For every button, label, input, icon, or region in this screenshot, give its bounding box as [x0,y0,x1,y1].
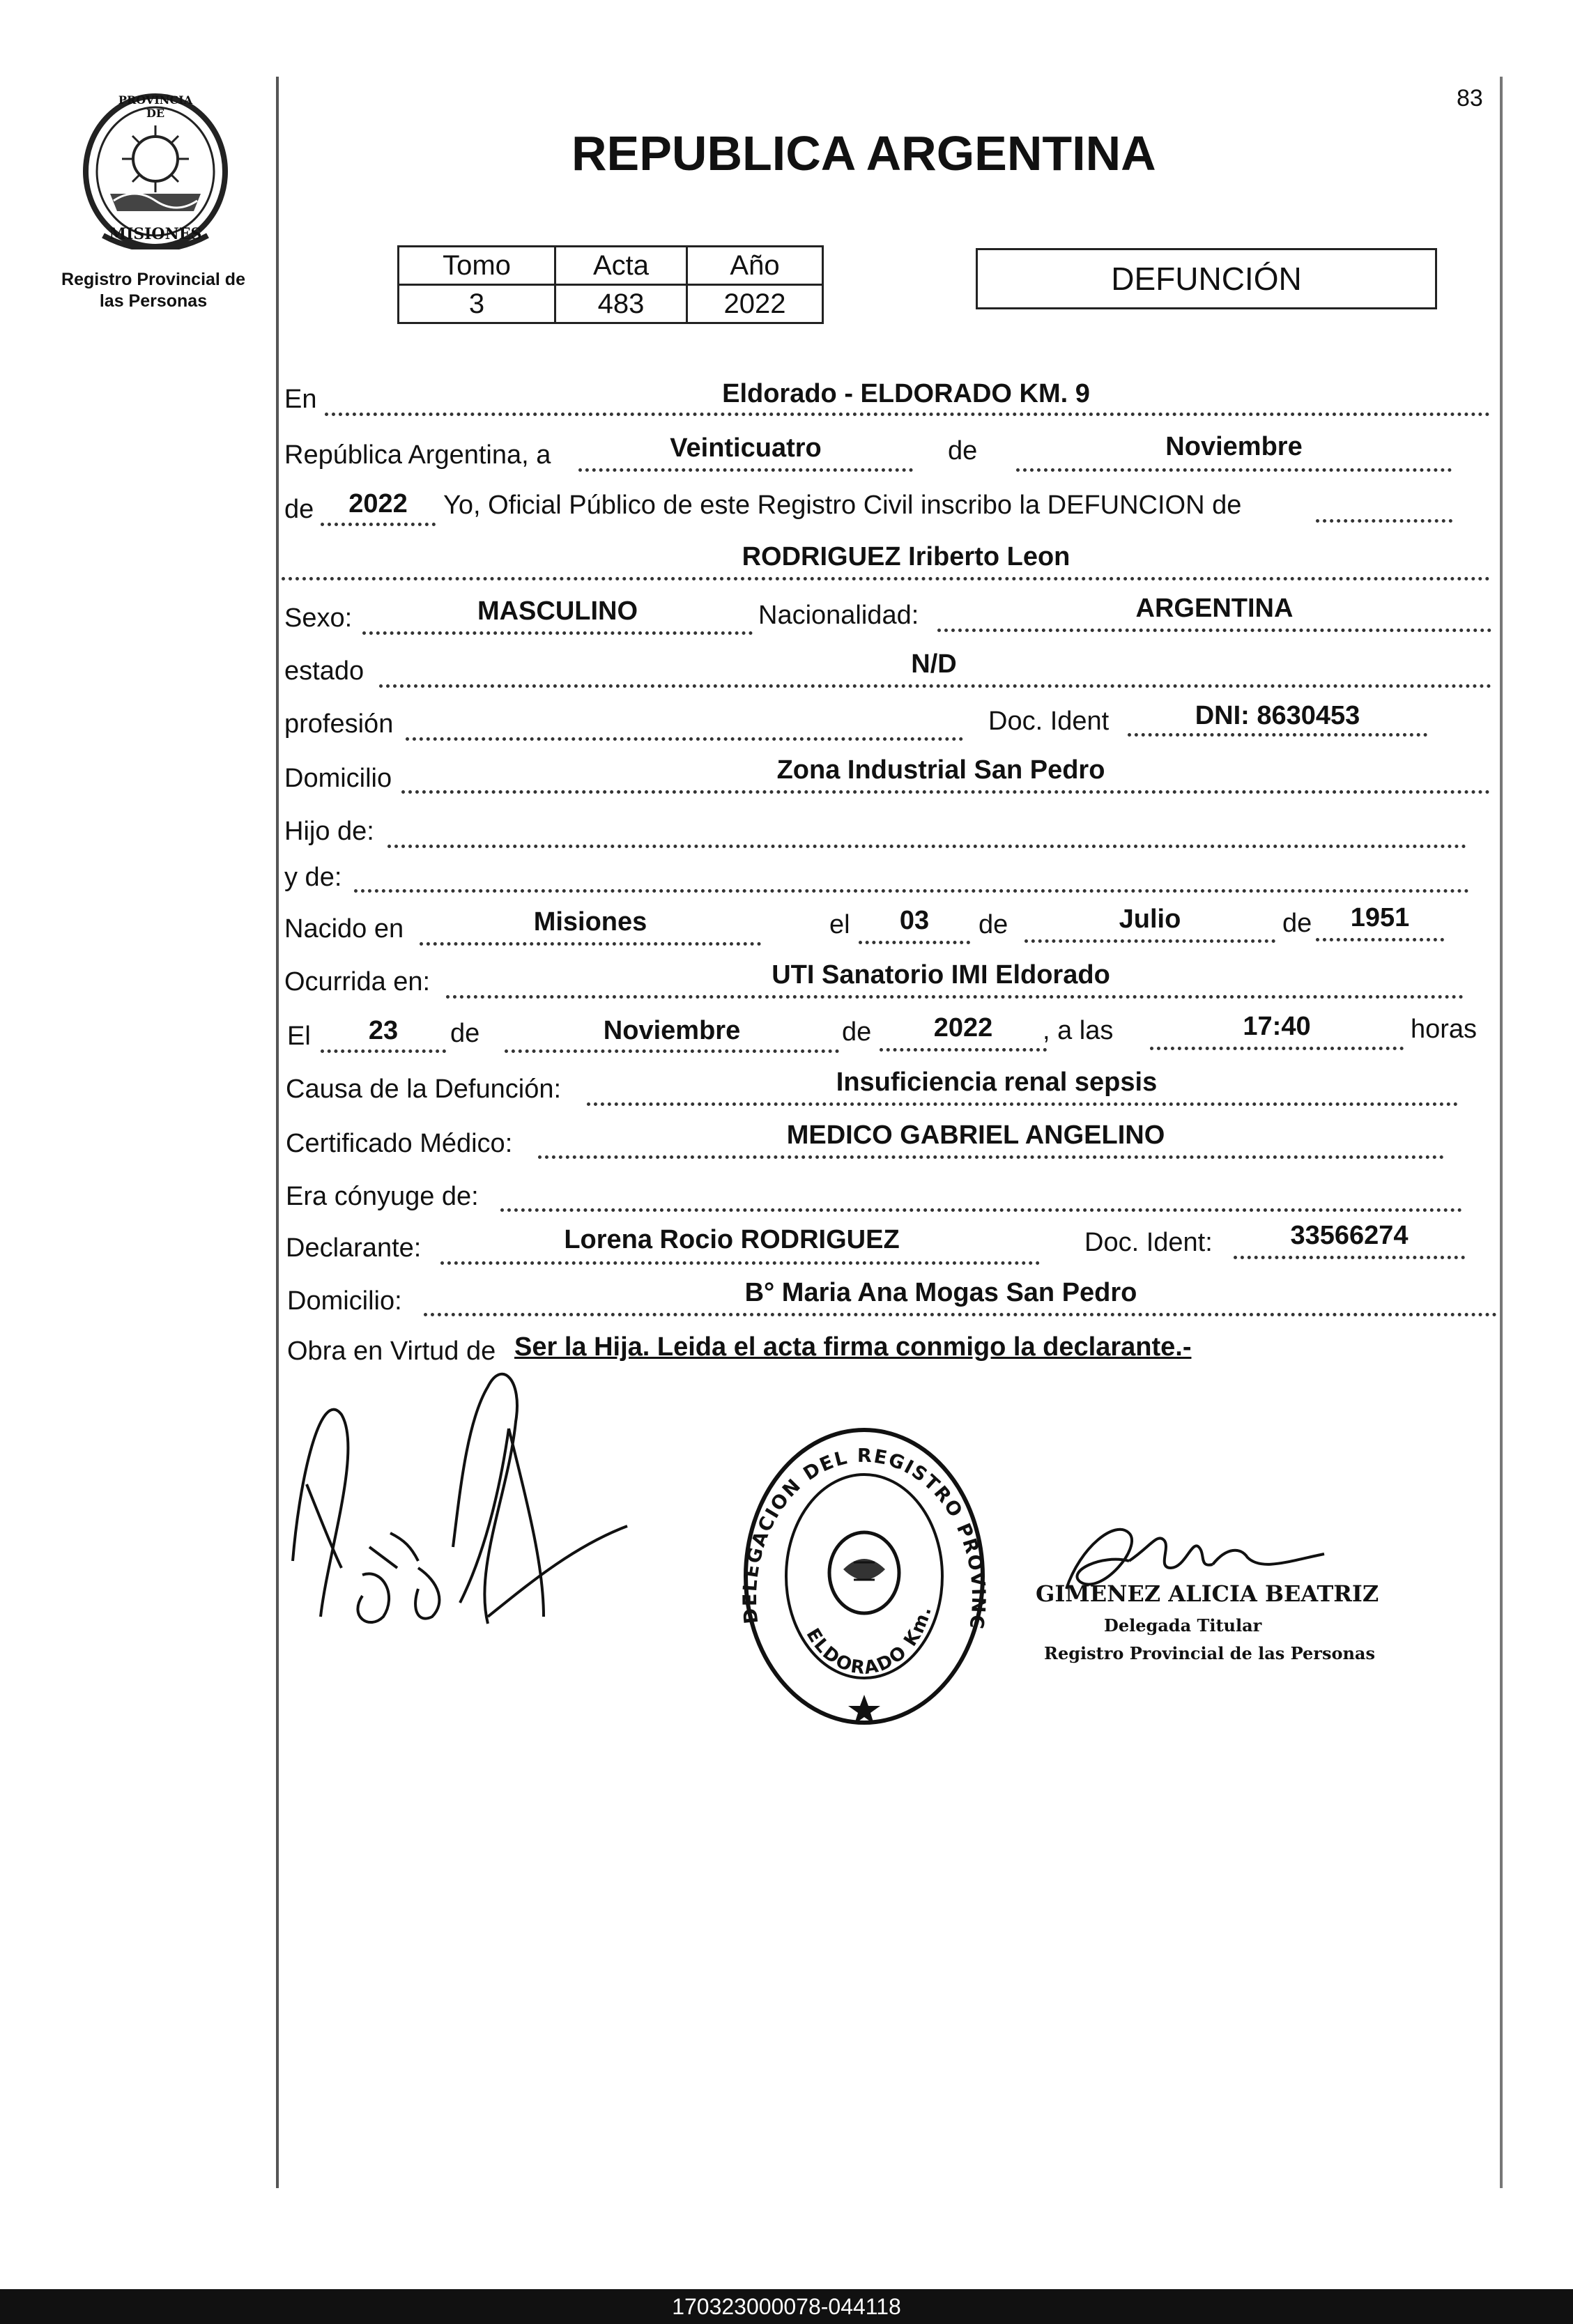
yo-dotted-line [1316,519,1452,523]
declarante-dotted-line [440,1261,1040,1265]
de-label-3: de [979,910,1008,939]
sexo-value: MASCULINO [477,597,638,626]
province-seal-logo [75,89,236,249]
yde-label: y de: [284,863,342,892]
nacionalidad-value: ARGENTINA [1135,594,1294,623]
logo-caption [49,269,258,312]
meta-header-acta: Acta [555,247,687,285]
certificado-value: MEDICO GABRIEL ANGELINO [786,1121,1165,1150]
domicilio-label: Domicilio [284,764,392,793]
ocurrida-dotted-line [446,995,1464,999]
sexo-label: Sexo: [284,603,353,633]
declarante-dni-value: 33566274 [1290,1221,1409,1250]
ocurrida-label: Ocurrida en: [284,967,431,996]
nacido-label: Nacido en [284,914,404,944]
right-margin-rule [1500,77,1503,2188]
de-label-2: de [284,495,314,524]
sexo-dotted-line [362,631,753,635]
svg-text:DELEGACION DEL REGISTRO PROVIN [739,1423,989,1631]
declarante-label: Declarante: [286,1233,422,1263]
day-dotted-line [578,468,913,472]
ocurrida-value: UTI Sanatorio IMI Eldorado [772,960,1110,990]
stamp-outer-text: DELEGACION DEL REGISTRO PROVINC [739,1445,990,1632]
de-label-4: de [1282,909,1312,938]
nacido-mes-dotted-line [1025,939,1275,943]
month-dotted-line [1016,468,1452,472]
de-label-6: de [842,1017,872,1047]
meta-header-tomo: Tomo [399,247,555,285]
doc-ident-label: Doc. Ident [988,707,1110,736]
de-label-1: de [948,436,978,465]
yo-text: Yo, Oficial Público de este Registro Civil inscribo la DEFUNCION de [443,491,1242,520]
seal-text-top: PROVINCIA DE [118,93,193,120]
nacido-dia-dotted-line [859,941,970,944]
def-anio-value: 2022 [933,1013,993,1042]
meta-value-anio: 2022 [687,285,823,323]
meta-header-anio: Año [687,247,823,285]
de-label-5: de [450,1019,480,1048]
def-anio-dotted-line [880,1048,1047,1052]
page-number: 83 [1457,85,1483,111]
left-margin-rule [276,77,279,2188]
hijo-label: Hijo de: [284,817,374,846]
act-type-box: DEFUNCIÓN [976,248,1437,309]
def-dia-dotted-line [321,1049,446,1053]
year-dotted-line [321,523,436,526]
profesion-dotted-line [406,737,963,741]
doc-ident2-label: Doc. Ident: [1084,1228,1213,1257]
nacido-anio-dotted-line [1316,938,1444,941]
official-name: GIMENEZ ALICIA BEATRIZ [1036,1580,1379,1607]
en-dotted-line [325,413,1490,416]
registry-stamp [739,1423,990,1730]
stamp-seal-icon [739,1423,990,1730]
causa-label: Causa de la Defunción: [286,1075,562,1104]
el-label: el [829,910,850,939]
obra-label: Obra en Virtud de [287,1337,496,1366]
certificado-label: Certificado Médico: [286,1129,513,1158]
domicilio2-value: B° Maria Ana Mogas San Pedro [744,1278,1137,1307]
logo-caption-line2: las Personas [99,291,208,311]
estado-value: N/D [911,649,957,679]
meta-value-tomo: 3 [399,285,555,323]
official-role: Delegada Titular [1104,1615,1262,1636]
page-title: REPUBLICA ARGENTINA [571,126,1156,180]
name-dotted-line [282,577,1490,580]
official-office: Registro Provincial de las Personas [1044,1643,1375,1663]
nacido-lugar-dotted-line [420,942,761,946]
republica-label: República Argentina, a [284,440,551,470]
record-meta-table [397,245,824,324]
causa-value: Insuficiencia renal sepsis [836,1068,1158,1097]
declarante-value: Lorena Rocio RODRIGUEZ [564,1225,900,1254]
certificado-dotted-line [538,1155,1444,1159]
domicilio-value: Zona Industrial San Pedro [776,755,1105,785]
profesion-label: profesión [284,709,394,739]
stamp-inner-text: ELDORADO Km. [801,1603,937,1679]
el2-label: El [287,1022,311,1051]
def-dia-value: 23 [368,1016,399,1045]
nacido-lugar-value: Misiones [533,907,647,937]
nacido-dia-value: 03 [899,906,930,935]
deceased-name-value: RODRIGUEZ Iriberto Leon [742,542,1071,571]
meta-header-row [399,247,823,285]
nacido-anio-value: 1951 [1350,903,1410,932]
estado-dotted-line [379,684,1491,688]
nacionalidad-label: Nacionalidad: [758,601,919,630]
logo-caption-line1: Registro Provincial de [61,270,245,289]
def-mes-dotted-line [505,1049,839,1053]
causa-dotted-line [587,1102,1458,1106]
seal-text-bottom: MISIONES [109,225,202,243]
def-mes-value: Noviembre [603,1016,741,1045]
horas-label: horas [1411,1015,1478,1044]
conyuge-dotted-line [500,1208,1462,1212]
def-hora-dotted-line [1150,1047,1404,1050]
nacionalidad-dotted-line [937,629,1491,632]
en-label: En [284,385,317,414]
hijo-dotted-line [388,845,1466,848]
meta-value-acta: 483 [555,285,687,323]
conyuge-label: Era cónyuge de: [286,1182,479,1211]
def-hora-value: 17:40 [1243,1012,1311,1041]
month-value: Noviembre [1165,432,1303,461]
estado-label: estado [284,656,365,686]
obra-value: Ser la Hija. Leida el acta firma conmigo la declarante.- [514,1332,1192,1362]
nacido-mes-value: Julio [1119,905,1181,934]
alas-label: , a las [1043,1016,1114,1045]
declarant-signature [279,1338,655,1700]
day-words-value: Veinticuatro [670,433,822,463]
yde-dotted-line [354,889,1469,893]
en-value: Eldorado - ELDORADO KM. 9 [722,379,1090,408]
declarante-dni-dotted-line [1234,1256,1465,1259]
meta-value-row [399,285,823,323]
domicilio-dotted-line [401,790,1490,794]
year-value: 2022 [348,489,408,518]
doc-ident-dotted-line [1128,733,1427,737]
signature-scribble-icon [279,1338,655,1700]
doc-ident-value: DNI: 8630453 [1195,701,1360,730]
domicilio2-dotted-line [424,1313,1497,1316]
footer-code: 170323000078-044118 [0,2289,1573,2324]
domicilio2-label: Domicilio: [287,1286,402,1316]
